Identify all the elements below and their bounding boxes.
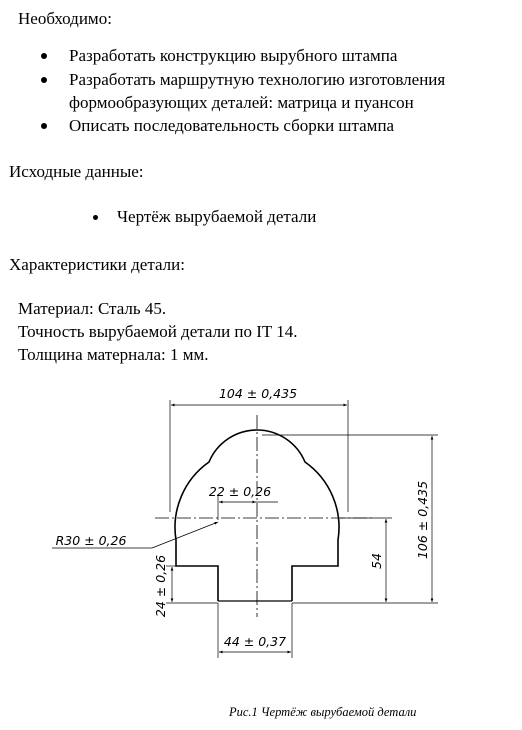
required-item-1: Разработать конструкцию вырубного штампа: [69, 46, 398, 65]
dim-center-text: 54: [369, 553, 384, 569]
required-heading: Необходимо:: [18, 9, 112, 28]
figure-caption: Рис.1 Чертёж вырубаемой детали: [229, 705, 417, 719]
dim-stem-height-text: 24 ± 0,26: [153, 554, 168, 618]
accuracy-line: Точность вырубаемой детали по IT 14.: [18, 322, 298, 341]
required-item-3: Описать последовательность сборки штампа: [69, 116, 395, 135]
thickness-line: Толщина матернала: 1 мм.: [18, 345, 209, 364]
dim-spacing-text: 22 ± 0,26: [208, 484, 272, 499]
required-item-2: Разработать маршрутную технологию изготовления: [69, 70, 446, 89]
material-line: Материал: Сталь 45.: [18, 299, 167, 318]
source-data-item: Чертёж вырубаемой детали: [117, 207, 317, 226]
dim-width-text: 104 ± 0,435: [218, 386, 298, 401]
dim-stem-width-text: 44 ± 0,37: [223, 634, 287, 649]
dim-height-text: 106 ± 0,435: [415, 480, 430, 560]
required-item-2-cont: формообразующих деталей: матрица и пуансон: [69, 93, 414, 112]
characteristics-heading: Характеристики детали:: [9, 255, 185, 274]
source-data-heading: Исходные данные:: [9, 162, 144, 181]
dim-radius-leader: [152, 522, 218, 548]
dim-radius-text: R30 ± 0,26: [55, 533, 127, 548]
